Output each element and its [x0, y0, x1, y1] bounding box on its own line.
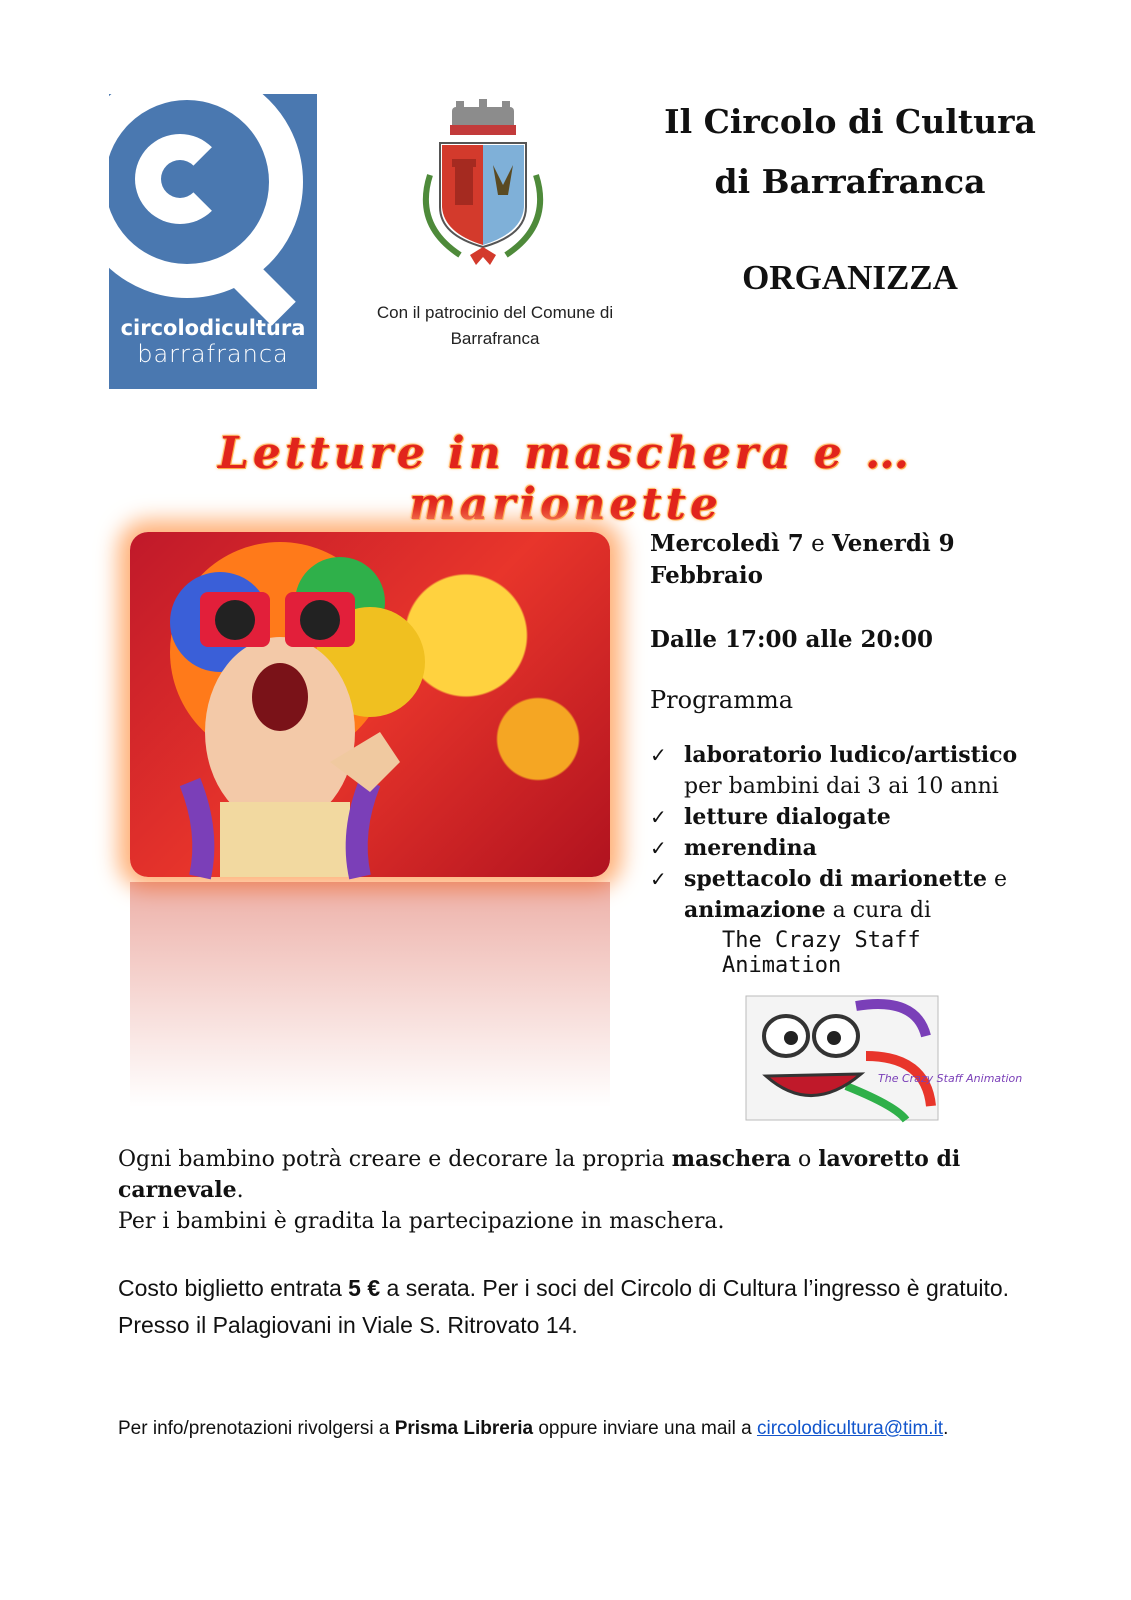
info-text-2: oppure inviare una mail a: [538, 1418, 752, 1439]
date-day2: Venerdì 9: [832, 530, 955, 557]
staff-name: The Crazy Staff Animation: [722, 928, 921, 978]
programma-label: Programma: [650, 686, 794, 714]
organizer-heading: [640, 92, 1060, 212]
info-text: Per info/prenotazioni rivolgersi a: [118, 1418, 390, 1439]
description-bold-maschera: maschera: [671, 1146, 791, 1172]
cost-and-place: [118, 1270, 1028, 1344]
organizer-line1: Il Circolo di Cultura: [664, 102, 1036, 141]
event-title: Letture in maschera e … marionette: [217, 428, 914, 530]
logo-text-line2: barrafranca: [137, 340, 289, 368]
event-photo: [130, 532, 610, 1107]
list-item: [650, 864, 1070, 926]
program-item-title: merendina: [684, 835, 817, 861]
info-period: .: [943, 1418, 949, 1439]
coat-of-arms-icon: [400, 95, 565, 275]
program-item-title: laboratorio ludico/artistico: [684, 742, 1018, 768]
checkmark-icon: ✓: [650, 743, 667, 767]
program-item-detail: per bambini dai 3 ai 10 anni: [684, 774, 999, 799]
checkmark-icon: ✓: [650, 805, 667, 829]
program-item-title: spettacolo di marionette: [684, 866, 987, 892]
program-item-title-2: animazione: [684, 897, 826, 923]
program-item-title: letture dialogate: [684, 804, 891, 830]
cost-text-rest: a serata. Per i soci del Circolo di Cultura l’ingresso è gratuito.: [386, 1275, 1010, 1301]
event-dates: [650, 528, 1070, 592]
event-time: Dalle 17:00 alle 20:00: [650, 626, 933, 653]
logo-c-shape: [135, 134, 225, 224]
crazy-logo-caption: The Crazy Staff Animation: [878, 1072, 1023, 1085]
description-period: .: [236, 1178, 244, 1203]
circolo-logo: [109, 94, 317, 389]
date-day1: Mercoledì 7: [650, 530, 804, 557]
info-line: [118, 1418, 1078, 1440]
program-item-conjunction: e: [993, 867, 1008, 892]
date-conjunction: e: [811, 531, 825, 557]
photo-reflection: [130, 882, 610, 1107]
date-month: Febbraio: [650, 562, 763, 589]
crazy-staff-logo: [746, 996, 1023, 1120]
list-item: [650, 802, 1070, 833]
logo-text-line1: circolodicultura: [120, 316, 306, 340]
checkmark-icon: ✓: [650, 836, 667, 860]
description-part: Ogni bambino potrà creare e decorare la propria: [118, 1147, 665, 1172]
program-list: [650, 740, 1070, 926]
email-link[interactable]: circolodicultura@tim.it: [756, 1418, 944, 1439]
description-part: o: [797, 1147, 812, 1172]
checkmark-icon: ✓: [650, 867, 667, 891]
list-item: [650, 833, 1070, 864]
patronage-text: Con il patrocinio del Comune di Barrafranca: [376, 303, 614, 348]
cost-amount: 5 €: [348, 1275, 381, 1301]
description-bold-lavoretto: lavoretto di carnevale: [118, 1146, 961, 1203]
organizza-heading: ORGANIZZA: [742, 258, 958, 297]
organizer-line2: di Barrafranca: [714, 162, 986, 201]
child-in-costume-image: [130, 532, 610, 877]
description-text: [118, 1144, 1018, 1237]
cost-text: Costo biglietto entrata: [118, 1275, 342, 1301]
venue-text: Presso il Palagiovani in Viale S. Ritrovato 14.: [118, 1312, 578, 1338]
info-bookshop: Prisma Libreria: [394, 1418, 534, 1439]
costume-note: Per i bambini è gradita la partecipazione in maschera.: [118, 1209, 725, 1234]
event-details: [650, 528, 1070, 926]
list-item: [650, 740, 1070, 802]
program-item-detail: a cura di: [832, 898, 932, 923]
